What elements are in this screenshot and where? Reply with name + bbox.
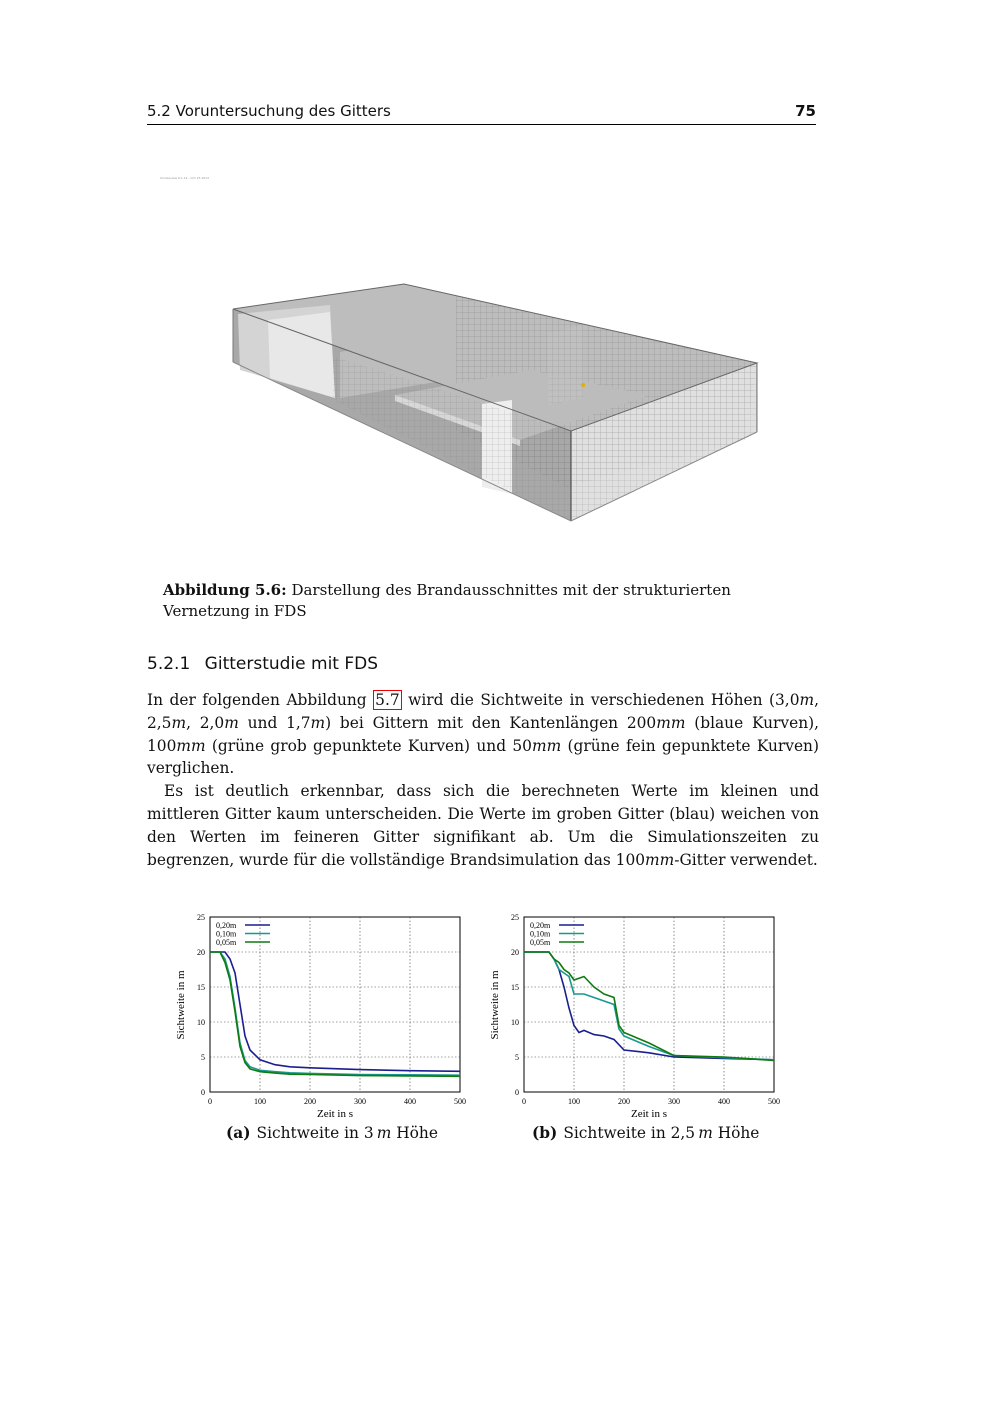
series-line-0 (210, 952, 460, 1071)
unit: m (799, 691, 815, 709)
series-lines (210, 952, 460, 1076)
x-axis-label: Zeit in s (316, 1108, 354, 1120)
figure-reference-link[interactable]: 5.7 (375, 691, 400, 709)
subfigure-caption-b (532, 1124, 759, 1142)
subsection-title: Gitterstudie mit FDS (204, 654, 379, 674)
p1-text: und 1,7 (247, 713, 311, 732)
legend (530, 921, 584, 947)
y-tick-labels (197, 913, 205, 1097)
unit: m (224, 713, 239, 732)
subfigure-text: Sichtweite in 3 (256, 1124, 374, 1142)
x-tick-label: 100 (568, 1097, 580, 1106)
y-tick-label: 0 (201, 1088, 205, 1097)
p2-text: -Gitter verwendet. (674, 850, 818, 869)
y-tick-label: 10 (197, 1018, 205, 1027)
series-line-1 (210, 952, 460, 1075)
caption-text: Darstellung des Brandausschnittes mit der strukturierten Vernetzung in FDS (163, 581, 731, 620)
y-tick-label: 25 (197, 913, 205, 922)
unit: mm (176, 736, 206, 755)
x-tick-label: 0 (522, 1097, 526, 1106)
y-axis-label: Sichtweite in m (489, 970, 501, 1040)
y-tick-label: 20 (197, 948, 205, 957)
legend-label: 0,20m (530, 921, 551, 930)
paragraph-1 (147, 689, 819, 780)
x-tick-label: 300 (354, 1097, 366, 1106)
header-section-title: 5.2 Voruntersuchung des Gitters (147, 102, 391, 120)
p2-text: Es ist deutlich erkennbar, dass sich die berechneten Werte im kleinen und mittleren Gitter kaum unterscheiden. Die Werte im groben Gitter (blau) weichen von den Werten im feineren Gitter signifikant ab. Um die Simulationszeiten zu begrenzen, wurde für die vollständige Brandsimulation das 100 (147, 782, 819, 869)
legend-label: 0,10m (530, 929, 551, 939)
legend-label: 0,10m (216, 929, 237, 939)
y-tick-label: 15 (511, 983, 519, 992)
figure-5-6-mesh-image (0, 0, 1000, 560)
p1-text: , 2,0 (186, 713, 225, 732)
subsection-number: 5.2.1 (147, 654, 191, 674)
unit: mm (645, 850, 675, 869)
series-lines (524, 952, 774, 1061)
p1-text: In der folgenden Abbildung (147, 691, 367, 709)
unit: m (171, 713, 187, 732)
gridlines (524, 917, 774, 1092)
legend-label: 0,20m (216, 921, 237, 930)
x-tick-label: 100 (254, 1097, 266, 1106)
legend-label: 0,05m (216, 938, 237, 947)
x-tick-label: 500 (768, 1097, 780, 1106)
subsection-heading (147, 654, 378, 674)
x-tick-label: 200 (618, 1097, 630, 1106)
x-tick-labels (208, 1097, 466, 1106)
subfigure-text: Höhe (717, 1124, 760, 1142)
x-tick-label: 0 (208, 1097, 212, 1106)
unit: m (376, 1124, 392, 1142)
x-tick-label: 400 (718, 1097, 730, 1106)
y-tick-label: 25 (511, 913, 519, 922)
subfigure-label: (b) (532, 1124, 558, 1142)
paragraph-2 (147, 780, 819, 871)
chart-visibility-3m (160, 905, 466, 1120)
plot-frame (524, 917, 774, 1092)
y-tick-label: 5 (201, 1053, 205, 1062)
x-tick-label: 300 (668, 1097, 680, 1106)
x-axis-label: Zeit in s (630, 1108, 668, 1120)
header-page-number: 75 (795, 102, 816, 120)
subfigure-text: Sichtweite in 2,5 (563, 1124, 696, 1142)
legend (216, 921, 270, 947)
y-tick-label: 5 (515, 1053, 519, 1062)
body-text (147, 689, 819, 871)
p1-text: (grüne grob gepunktete Kurven) und 50 (211, 736, 532, 755)
subfigure-caption-a (226, 1124, 438, 1142)
mesh-model-icon (233, 284, 757, 521)
x-tick-label: 400 (404, 1097, 416, 1106)
p1-text: (grüne fein gepunktete Kurven) verglichen. (147, 736, 819, 778)
subfigure-text: Höhe (396, 1124, 438, 1142)
chart-visibility-2-5m (474, 905, 784, 1120)
unit: mm (656, 713, 686, 732)
y-tick-label: 0 (515, 1088, 519, 1097)
unit: m (698, 1124, 713, 1142)
x-tick-label: 500 (454, 1097, 466, 1106)
figure-5-6-caption (163, 580, 803, 622)
caption-label: Abbildung 5.6: (163, 581, 287, 599)
y-tick-label: 15 (197, 983, 205, 992)
subfigure-label: (a) (226, 1124, 251, 1142)
unit: m (310, 713, 326, 732)
unit: mm (531, 736, 562, 755)
legend-label: 0,05m (530, 938, 551, 947)
series-line-2 (210, 952, 460, 1076)
y-tick-labels (511, 913, 519, 1097)
y-axis-label: Sichtweite in m (175, 970, 187, 1040)
smokeview-stamp: Smokeview 6.1.12 - Oct 25 2013 (160, 176, 210, 180)
p1-text: , 2,5 (147, 691, 819, 732)
p1-text: ) bei Gittern mit den Kantenlängen 200 (325, 713, 657, 732)
y-tick-label: 20 (511, 948, 519, 957)
x-tick-label: 200 (304, 1097, 316, 1106)
x-tick-labels (522, 1097, 780, 1106)
p1-text: (blaue Kurven), 100 (147, 713, 820, 755)
p1-text: wird die Sichtweite in verschiedenen Höhen (3,0 (408, 691, 800, 709)
y-tick-label: 10 (511, 1018, 519, 1027)
series-line-2 (524, 952, 774, 1061)
